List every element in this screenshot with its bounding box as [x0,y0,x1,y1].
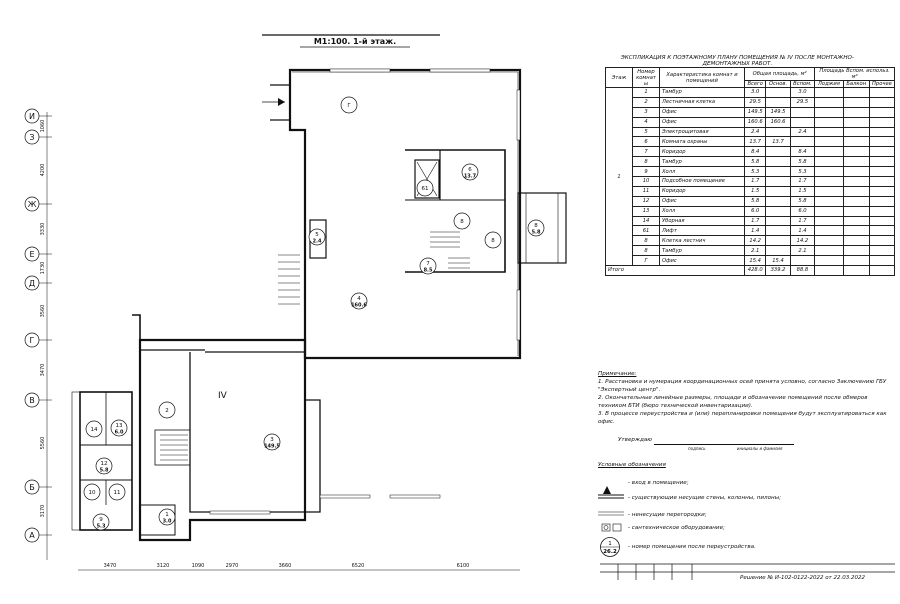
room-area: 2.4 [312,238,322,245]
cell-empty [815,107,843,117]
cell-empty [815,196,843,206]
col-other: Прочее [869,81,894,88]
horizontal-dimension: 6100 [456,563,470,569]
table-row [606,88,895,98]
cell-name: Коридор [660,147,745,157]
cell-n: Г [633,256,660,266]
room-number: 4 [357,296,361,302]
room-number: 12 [100,461,108,467]
horizontal-dimension: 3120 [156,563,170,569]
cell-empty [815,127,843,137]
cell-main: 15.4 [766,256,790,266]
cell-empty [843,117,869,127]
cell-empty [815,246,843,256]
cell-n: 4 [633,117,660,127]
cell-aux: 6.0 [790,206,815,216]
horizontal-dimension: 2970 [225,563,239,569]
room-area: 8.5 [423,267,433,274]
cell-name: Уборная [660,216,745,226]
cell-aux: 2.1 [790,246,815,256]
cell-name: Тамбур [660,88,745,98]
cell-empty [869,157,894,167]
cell-main: 160.6 [766,117,790,127]
cell-name: Холл [660,167,745,177]
cell-total: 149.5 [745,107,766,117]
cell-empty [815,117,843,127]
table-row [606,147,895,157]
cell-empty [815,157,843,167]
vertical-dimension: 3560 [40,304,46,318]
cell-aux: 5.3 [790,167,815,177]
cell-total: 1.5 [745,186,766,196]
cell-main [766,97,790,107]
cell-total: 2.4 [745,127,766,137]
cell-empty [869,226,894,236]
cell-name: Лестничная клетка [660,97,745,107]
col-aux: Вспом. [790,81,815,88]
table-row [606,186,895,196]
cell-empty [815,236,843,246]
cell-total: 8.4 [745,147,766,157]
legend-item-3: - ненесущие перегородки; [628,512,707,518]
cell-main [766,88,790,98]
table-row [606,256,895,266]
axis-label: Г [29,336,35,345]
plan-title: М1:100. 1-й этаж. [313,37,397,46]
cell-empty [869,196,894,206]
cell-empty [843,186,869,196]
floor-cell: 1 [606,88,633,266]
cell-empty [815,147,843,157]
note-1: 1. Расстановка и нумерация координационных осей принята условно, согласно Заключению ГБУ "Экспертный центр". [598,379,887,393]
cell-empty [843,196,869,206]
cell-n: 14 [633,216,660,226]
horizontal-dimension: 1090 [191,563,205,569]
col-main: Основ. [766,81,790,88]
cell-name: Холл [660,206,745,216]
cell-empty [843,127,869,137]
cell-main [766,167,790,177]
cell-n: 11 [633,186,660,196]
cell-name: Тамбур [660,246,745,256]
cell-total: 13.7 [745,137,766,147]
table-row [606,107,895,117]
col-loggia: Лоджия [815,81,843,88]
block-label: IV [218,391,227,401]
room-area: 5.3 [96,523,106,530]
cell-name: Офис [660,107,745,117]
legend-item-4: - сантехническое оборудование; [628,525,725,531]
horizontal-dimension: 6520 [351,563,365,569]
cell-empty [869,127,894,137]
legend-item-2: - существующие несущие стены, колонны, пилоны; [628,495,782,501]
cell-empty [843,266,869,276]
room-area: 13.7 [463,173,477,180]
cell-main [766,157,790,167]
table-row [606,127,895,137]
cell-name: Тамбур [660,157,745,167]
cell-n: 61 [633,226,660,236]
col-desc: Характеристика комнат и помещений [660,68,745,88]
cell-empty [843,256,869,266]
cell-main: 149.5 [766,107,790,117]
total-main: 339.2 [766,266,790,276]
horizontal-dimension: 3470 [103,563,117,569]
cell-empty [843,236,869,246]
cell-name: Электрощитовая [660,127,745,137]
legend-item-1: - вход в помещение; [628,480,689,486]
table-row [606,226,895,236]
cell-name: Комната охраны [660,137,745,147]
cell-name: Клетка лестнич [660,236,745,246]
axis-label: Б [29,483,35,492]
room-area: 3.0 [162,518,172,525]
cell-total: 29.5 [745,97,766,107]
cell-n: 8 [633,246,660,256]
cell-empty [843,206,869,216]
vertical-dimension: 3330 [40,222,46,236]
table-row [606,216,895,226]
note-3: 3. В процессе переустройства и (или) перепланировки помещения будут эксплуатироваться как офис. [598,411,887,425]
sign-caption-1: подпись [688,446,706,451]
legend-block [598,462,878,550]
cell-total: 1.4 [745,226,766,236]
cell-aux: 5.8 [790,157,815,167]
cell-empty [843,88,869,98]
cell-aux [790,117,815,127]
col-total: Всего [745,81,766,88]
col-balcony-area: Площадь Вспом. использ. м² [815,68,895,81]
room-number: 5 [315,232,319,238]
cell-empty [815,167,843,177]
total-row [606,266,895,276]
cell-empty [869,107,894,117]
explication-table [605,55,895,276]
axis-label: И [29,112,35,121]
cell-empty [869,236,894,246]
cell-name: Офис [660,196,745,206]
cell-empty [869,167,894,177]
legend-heading: Условные обозначения [598,462,666,468]
col-balcony: Балкон [843,81,869,88]
legend-glyphs [598,486,624,531]
cell-empty [869,246,894,256]
cell-name: Офис [660,117,745,127]
cell-main [766,127,790,137]
col-total-area: Общая площадь, м² [745,68,815,81]
table-row [606,177,895,187]
cell-empty [843,246,869,256]
table-row [606,117,895,127]
cell-main [766,216,790,226]
cell-empty [843,137,869,147]
cell-empty [869,137,894,147]
entrance-triangle-icon [603,486,611,494]
cell-total: 5.8 [745,196,766,206]
cell-empty [815,177,843,187]
col-floor: Этаж [606,68,633,88]
cell-main [766,246,790,256]
cell-empty [869,177,894,187]
cell-empty [843,226,869,236]
cell-aux: 3.0 [790,88,815,98]
cell-empty [869,147,894,157]
cell-empty [869,186,894,196]
footer-stamp: Решение № И-102-0122-2022 от 22.03.2022 [740,575,866,581]
cell-aux [790,256,815,266]
cell-n: 10 [633,177,660,187]
legend-room-number-sample [598,535,628,565]
notes-heading: Примечание: [598,371,637,377]
cell-name: Лифт [660,226,745,236]
cell-aux: 5.8 [790,196,815,206]
cell-aux [790,107,815,117]
cell-main [766,186,790,196]
cell-total: 160.6 [745,117,766,127]
cell-n: 8 [633,157,660,167]
cell-aux [790,137,815,147]
cell-n: 12 [633,196,660,206]
vertical-dimension: 5560 [40,436,46,450]
cell-n: 6 [633,137,660,147]
cell-name: Подсобное помещение [660,177,745,187]
cell-aux: 29.5 [790,97,815,107]
cell-main [766,226,790,236]
total-total: 428.0 [745,266,766,276]
cell-empty [815,88,843,98]
cell-main [766,177,790,187]
room-number: 10 [88,490,96,496]
room-area: 5.8 [99,467,109,474]
room-number: Г [347,103,351,109]
cell-empty [815,256,843,266]
table-row [606,206,895,216]
total-label: Итого [606,266,745,276]
table-row [606,236,895,246]
table-row [606,196,895,206]
cell-main: 13.7 [766,137,790,147]
vertical-dimension: 3470 [40,363,46,377]
cell-total: 2.1 [745,246,766,256]
cell-empty [869,97,894,107]
total-aux: 88.8 [790,266,815,276]
cell-n: 8 [633,236,660,246]
room-number: 8 [534,223,538,229]
room-number: 6 [468,167,472,173]
cell-empty [843,216,869,226]
cell-n: 7 [633,147,660,157]
cell-n: 13 [633,206,660,216]
note-2: 2. Окончательные линейные размеры, площади и обозначение помещений после обмеров техником БТИ (бюро технической инвентаризации). [598,395,868,409]
cell-empty [843,107,869,117]
axis-label: В [29,396,35,405]
cell-total: 15.4 [745,256,766,266]
cell-empty [869,266,894,276]
cell-name: Офис [660,256,745,266]
cell-total: 5.3 [745,167,766,177]
cell-aux: 2.4 [790,127,815,137]
cell-name: Коридор [660,186,745,196]
cell-total: 5.8 [745,157,766,167]
building-walls [72,70,566,540]
cell-total: 3.0 [745,88,766,98]
room-number: 7 [426,261,430,267]
cell-main [766,147,790,157]
table-row [606,167,895,177]
room-number: 14 [90,427,98,433]
cell-aux: 1.4 [790,226,815,236]
table-row [606,97,895,107]
cell-n: 5 [633,127,660,137]
cell-empty [869,256,894,266]
approve-label: Утверждаю [618,437,652,443]
room-area: 6.0 [114,429,124,436]
cell-empty [815,97,843,107]
cell-empty [843,167,869,177]
cell-empty [869,88,894,98]
room-number: 2 [165,408,169,414]
cell-total: 14.2 [745,236,766,246]
cell-empty [815,186,843,196]
cell-empty [843,97,869,107]
cell-n: 9 [633,167,660,177]
cell-main [766,206,790,216]
vertical-dimension: 1730 [40,261,46,275]
room-number: 9 [99,517,103,523]
vertical-dimension: 1060 [40,119,46,133]
sign-caption-2: инициалы и фамилия [736,446,783,451]
cell-empty [815,216,843,226]
axis-label: Е [29,250,35,259]
cell-empty [815,266,843,276]
axis-label: Д [28,279,36,288]
legend-item-5: - номер помещения после переустройства. [628,544,756,550]
horizontal-dimension: 3660 [278,563,292,569]
room-number: 8 [460,219,464,225]
table-row [606,246,895,256]
cell-empty [869,117,894,127]
cell-empty [815,137,843,147]
vertical-dimension: 3170 [40,504,46,518]
cell-empty [869,206,894,216]
cell-empty [869,216,894,226]
legend-sample-area: 26.2 [603,549,617,555]
cell-main [766,236,790,246]
cell-aux: 14.2 [790,236,815,246]
room-number: 3 [270,437,274,443]
col-num: Номер комнат ы [633,68,660,88]
axis-label: Ж [27,200,37,209]
room-area: 160.6 [351,302,367,309]
cell-empty [843,177,869,187]
room-number: 8 [491,238,495,244]
table-row [606,137,895,147]
axis-label: З [29,133,35,142]
windows [210,69,520,514]
cell-total: 6.0 [745,206,766,216]
axis-label: А [29,531,35,540]
cell-n: 1 [633,88,660,98]
cell-aux: 1.7 [790,216,815,226]
cell-aux: 1.7 [790,177,815,187]
room-number: 11 [113,490,121,496]
cell-empty [815,226,843,236]
explication-title: ЭКСПЛИКАЦИЯ К ПОЭТАЖНОМУ ПЛАНУ ПОМЕЩЕНИЯ № IV ПОСЛЕ МОНТАЖНО-ДЕМОНТАЖНЫХ РАБОТ. [620,55,854,67]
cell-n: 3 [633,107,660,117]
cell-empty [843,147,869,157]
room-area: 149.5 [264,443,280,450]
cell-total: 1.7 [745,177,766,187]
cell-empty [815,206,843,216]
cell-aux: 8.4 [790,147,815,157]
table-row [606,157,895,167]
legend-sample-num: 1 [608,541,612,547]
cell-main [766,196,790,206]
vertical-dimension: 4200 [40,163,46,177]
sanitary-icon [602,524,610,531]
cell-total: 1.7 [745,216,766,226]
room-area: 5.8 [531,229,541,236]
room-number: 61 [421,186,429,192]
cell-n: 2 [633,97,660,107]
room-number: 13 [115,423,123,429]
cell-aux: 1.5 [790,186,815,196]
entrance-arrow-icon [262,98,285,106]
notes-block [598,370,888,453]
cell-empty [843,157,869,167]
room-number: 1 [165,512,169,518]
